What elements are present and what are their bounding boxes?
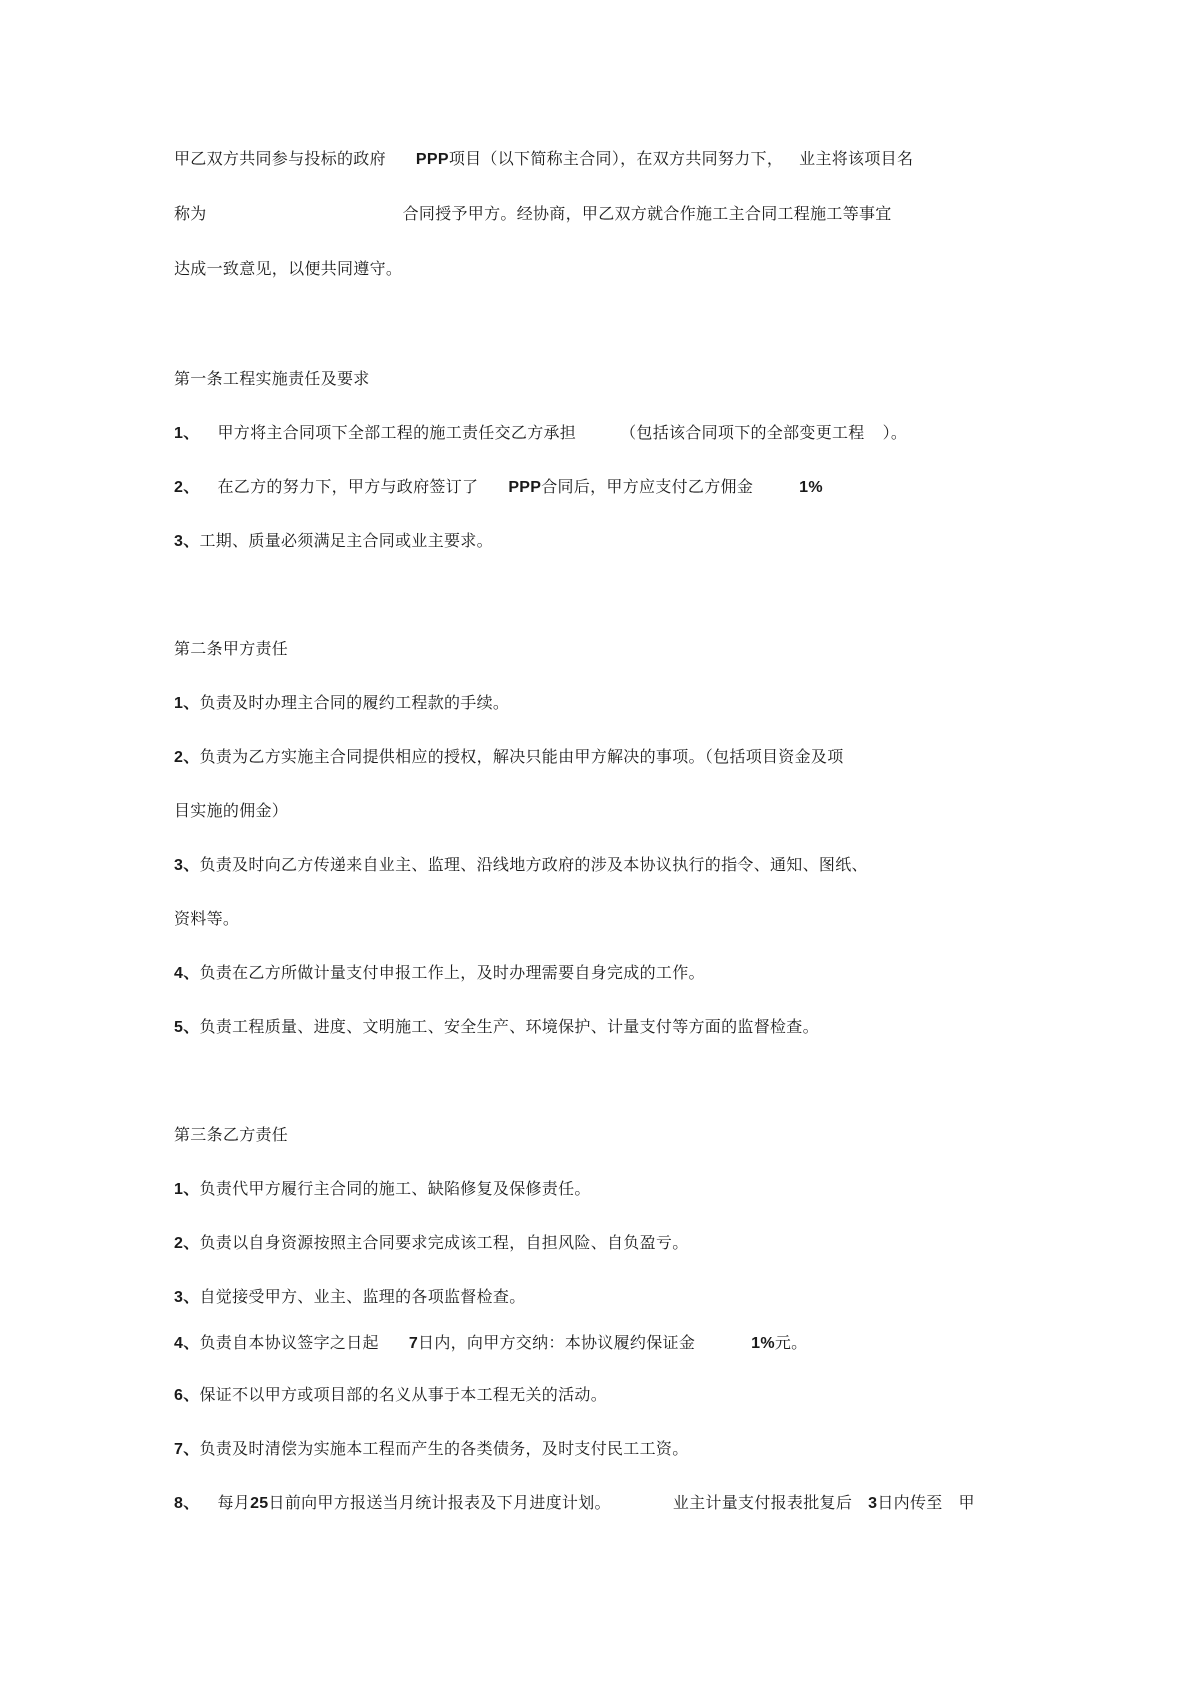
days-count: 7 [408,1335,419,1352]
article-1-title: 第一条工程实施责任及要求 [174,369,370,388]
article-3-item-3 [174,1286,526,1309]
article-2-item-2-cont: 目实施的佣金） [174,801,289,820]
item-text: 负责自本协议签字之日起 [199,1333,379,1352]
item-text: 在乙方的努力下，甲方与政府签订了 [217,477,479,496]
intro-text: 合同授予甲方。经协商，甲乙双方就合作施工主合同工程施工等事宜 [402,204,892,223]
item-text: 每月 [217,1493,251,1512]
item-text: ）。 [882,423,908,442]
item-ppp: PPP [508,479,542,496]
item-text: 保证不以甲方或项目部的名义从事于本工程无关的活动。 [199,1385,608,1404]
article-3-item-4 [174,1332,807,1355]
item-text: 负责为乙方实施主合同提供相应的授权，解决只能由甲方解决的事项。（包括项目资金及项 [199,747,844,766]
item-number: 7、 [174,1441,200,1458]
item-text: 负责代甲方履行主合同的施工、缺陷修复及保修责任。 [199,1179,591,1198]
report-day: 25 [250,1495,269,1512]
intro-line-2 [174,203,892,225]
item-number: 2、 [174,749,200,766]
item-number: 6、 [174,1387,200,1404]
article-3-item-6 [174,1384,607,1407]
article-1-item-1 [174,422,907,445]
transfer-days: 3 [868,1495,878,1512]
article-2-title: 第二条甲方责任 [174,639,289,658]
item-text: （包括该合同项下的全部变更工程 [620,423,865,442]
item-number: 8、 [174,1495,200,1512]
article-3-item-8 [174,1492,975,1515]
item-number: 5、 [174,1019,200,1036]
item-text: 元。 [774,1333,808,1352]
item-number: 2、 [174,1235,200,1252]
article-3-item-7 [174,1438,689,1461]
intro-text: 项目（以下简称主合同），在双方共同努力下， [448,149,784,168]
item-number: 4、 [174,1335,200,1352]
commission-rate: 1% [799,479,823,496]
article-2-item-5 [174,1016,819,1039]
item-text: 负责及时办理主合同的履约工程款的手续。 [199,693,510,712]
intro-ppp: PPP [415,151,449,168]
item-text: 合同后，甲方应支付乙方佣金 [541,477,754,496]
intro-line-1 [174,148,913,171]
item-text: 负责以自身资源按照主合同要求完成该工程，自担风险、自负盈亏。 [199,1233,689,1252]
intro-text: 业主将该项目名 [799,149,914,168]
article-2-item-3-cont: 资料等。 [174,909,240,928]
item-text: 日前向甲方报送当月统计报表及下月进度计划。 [268,1493,611,1512]
item-text: 日内，向甲方交纳：本协议履约保证金 [418,1333,696,1352]
article-3-item-1 [174,1178,591,1201]
item-number: 1、 [174,1181,200,1198]
article-3-item-2 [174,1232,689,1255]
item-number: 1、 [174,425,200,442]
article-2-item-4 [174,962,705,985]
article-2-item-2 [174,746,844,769]
article-3-title: 第三条乙方责任 [174,1125,289,1144]
item-text: 甲 [958,1493,975,1512]
article-1-item-3 [174,530,493,553]
intro-text: 称为 [174,204,207,223]
article-1-item-2 [174,476,823,499]
item-number: 2、 [174,479,200,496]
item-text: 业主计量支付报表批复后 [672,1493,853,1512]
item-text: 负责在乙方所做计量支付申报工作上，及时办理需要自身完成的工作。 [199,963,705,982]
deposit-rate: 1% [751,1335,775,1352]
item-text: 自觉接受甲方、业主、监理的各项监督检查。 [199,1287,526,1306]
item-number: 3、 [174,1289,200,1306]
item-number: 3、 [174,533,200,550]
item-text: 负责及时清偿为实施本工程而产生的各类债务，及时支付民工工资。 [199,1439,689,1458]
item-text: 负责及时向乙方传递来自业主、监理、沿线地方政府的涉及本协议执行的指令、通知、图纸、 [199,855,868,874]
intro-text: 甲乙双方共同参与投标的政府 [174,149,386,168]
item-text: 工期、质量必须满足主合同或业主要求。 [199,531,493,550]
intro-text: 达成一致意见，以便共同遵守。 [174,259,403,278]
item-number: 1、 [174,695,200,712]
item-text: 负责工程质量、进度、文明施工、安全生产、环境保护、计量支付等方面的监督检查。 [199,1017,819,1036]
item-number: 3、 [174,857,200,874]
item-text: 日内传至 [877,1493,943,1512]
intro-line-3 [174,258,402,280]
article-2-item-3 [174,854,868,877]
item-number: 4、 [174,965,200,982]
item-text: 甲方将主合同项下全部工程的施工责任交乙方承担 [217,423,577,442]
article-2-item-1 [174,692,509,715]
